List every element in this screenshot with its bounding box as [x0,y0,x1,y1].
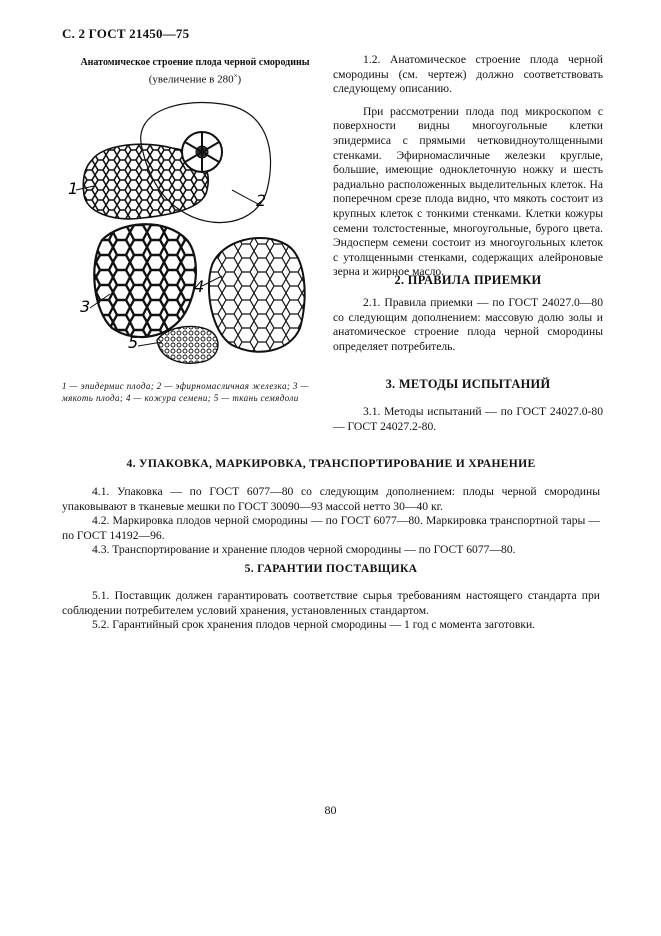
section2 [333,296,603,354]
section4 [62,485,600,558]
cotyledon-tissue [157,326,218,363]
para-4-1: 4.1. Упаковка — по ГОСТ 6077—80 со следующим дополнением: плоды черной смородины упаковывают в тканевые мешки по ГОСТ 30090—93 массой нетто 30—40 кг. [62,485,600,513]
figure-label-5: 5 [128,333,139,352]
section5-heading: 5. ГАРАНТИИ ПОСТАВЩИКА [244,562,418,575]
seed-coat-tissue [209,238,305,352]
para-2-1: 2.1. Правила приемки — по ГОСТ 24027.0—80 со следующим дополнением: массовую долю золы и анатомическое строение плода черной смородины определяет потребитель. [333,296,603,353]
figure-caption: 1 — эпидермис плода; 2 — эфирномасличная железка; 3 — мякоть плода; 4 — кожура семени; 5 — ткань семядоли [62,381,309,403]
figure-subtitle [70,72,320,86]
section3 [333,405,603,434]
figure-label-2: 2 [256,191,267,210]
figure-subtitle-end: ) [237,73,242,86]
figure-title: Анатомическое строение плода черной смородины [80,57,310,68]
para-4-2: 4.2. Маркировка плодов черной смородины — по ГОСТ 6077—80. Маркировка транспортной тары — по ГОСТ 14192—96. [62,514,600,542]
section4-heading: 4. УПАКОВКА, МАРКИРОВКА, ТРАНСПОРТИРОВАНИЕ И ХРАНЕНИЕ [126,457,536,470]
page-number: 80 [324,803,337,817]
para-5-2: 5.2. Гарантийный срок хранения плодов черной смородины — 1 год с момента заготовки. [92,618,536,632]
section2-heading: 2. ПРАВИЛА ПРИЕМКИ [394,273,542,287]
gland-wheel [182,132,222,172]
pulp-tissue [94,224,196,337]
section3-heading: 3. МЕТОДЫ ИСПЫТАНИЙ [385,377,551,391]
figure-label-4: 4 [194,277,205,296]
page-header: С. 2 ГОСТ 21450—75 [62,26,190,41]
para-5-1: 5.1. Поставщик должен гарантировать соответствие сырья требованиям настоящего стандарта при соблюдении потребителем условий хранения, установленных стандартом. [62,589,600,617]
figure-label-3: 3 [80,297,91,316]
figure-subtitle-sup: × [233,72,238,80]
figure-label-1: 1 [68,179,79,198]
para-1-2-description: При рассмотрении плода под микроскопом с поверхности видны многоугольные клетки эпидермиса с прямыми четковидноутолщенными стенками. Эфирномасличные железки круглые, большие, имеющие одноклеточную ножку и шесть радиально расположенных выделительных клеток. На поперечном срезе плода видно, что мякоть состоит из крупных клеток с тонкими стенками. Клетки кожуры семени толстостенные, многоугольные, бурого цвета. Эндосперм семени состоит из многоугольных клеток с утолщенными стенками, содержащих алейроновые зерна и жирное масло. [333,104,603,279]
para-3-1: 3.1. Методы испытаний — по ГОСТ 24027.0-80 — ГОСТ 24027.2-80. [333,405,603,433]
section1 [333,53,603,280]
figure-subtitle-text: (увеличение в 280 [148,73,234,86]
section5 [62,589,600,633]
anatomy-figure [62,90,324,370]
para-4-3: 4.3. Транспортирование и хранение плодов черной смородины — по ГОСТ 6077—80. [92,543,516,557]
leader-line-2 [232,190,258,204]
para-1-2: 1.2. Анатомическое строение плода черной смородины (см. чертеж) должно соответствовать следующему описанию. [333,53,603,96]
